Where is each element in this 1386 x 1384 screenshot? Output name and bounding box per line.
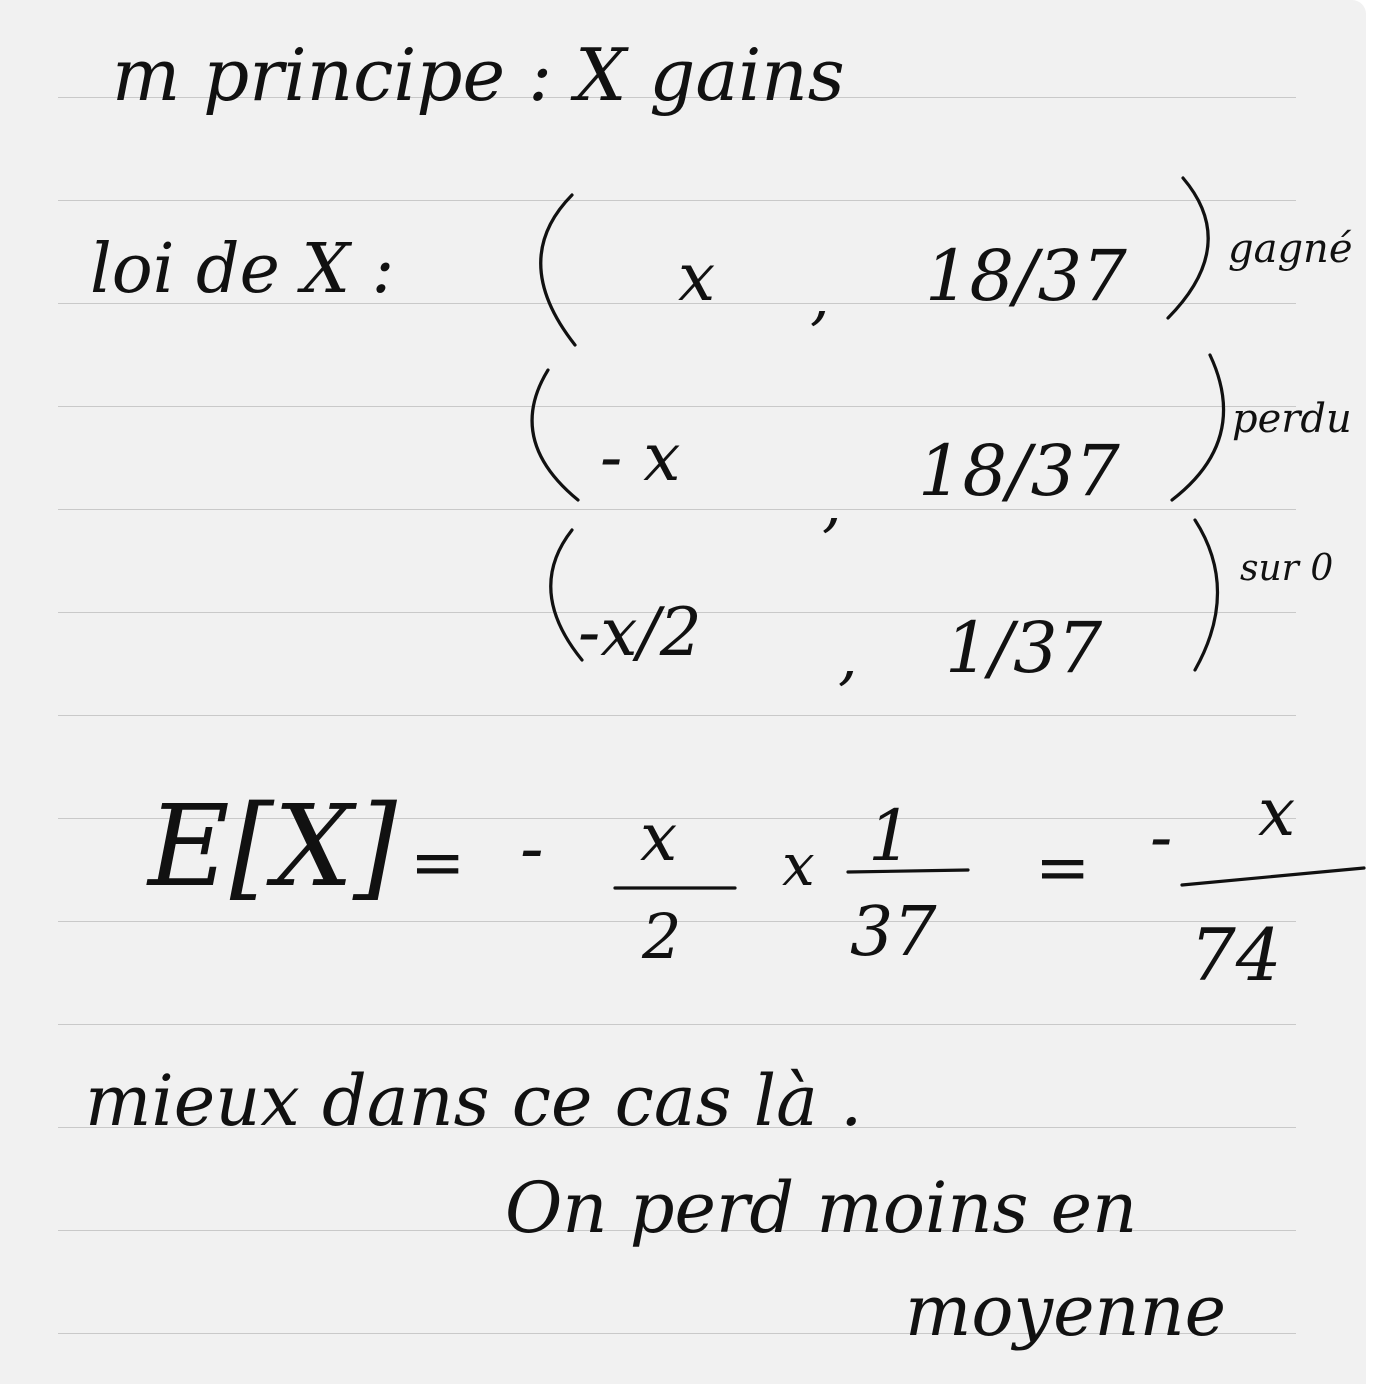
- law-label: loi de X :: [90, 230, 395, 309]
- equals-sign: =: [1035, 829, 1091, 906]
- heading-text: m principe : X gains: [112, 33, 845, 117]
- minus-sign: -: [1150, 799, 1173, 876]
- fraction-denominator: 2: [642, 900, 682, 973]
- right-paren: [1168, 178, 1208, 318]
- fraction-numerator: x: [1258, 774, 1296, 851]
- law-row-value: - x: [600, 419, 681, 496]
- fraction-bar: [848, 870, 968, 872]
- conclusion-line: mieux dans ce cas là .: [85, 1060, 863, 1142]
- law-row-probability: 1/37: [945, 607, 1103, 689]
- left-paren: [541, 195, 575, 345]
- law-row-outcome: sur 0: [1240, 548, 1334, 589]
- times-sign: x: [782, 831, 815, 899]
- fraction-denominator: 74: [1190, 913, 1282, 997]
- equals-sign: =: [410, 824, 466, 901]
- svg-text:,: ,: [810, 260, 830, 333]
- fraction-numerator: 1: [868, 795, 913, 877]
- svg-text:,: ,: [838, 620, 858, 693]
- fraction-bar: [1182, 868, 1364, 885]
- fraction-denominator: 37: [850, 893, 937, 972]
- expectation-lhs: E[X]: [148, 782, 397, 912]
- conclusion-line: On perd moins en: [505, 1167, 1138, 1249]
- minus-sign: -: [520, 807, 544, 889]
- right-paren: [1172, 355, 1224, 500]
- law-row-outcome: gagné: [1228, 226, 1353, 272]
- law-row-outcome: perdu: [1232, 396, 1352, 442]
- conclusion-line: moyenne: [905, 1270, 1227, 1352]
- law-row-value: x: [678, 239, 716, 316]
- svg-text:,: ,: [822, 467, 842, 540]
- law-row-probability: 18/37: [925, 235, 1127, 317]
- right-paren: [1195, 520, 1218, 670]
- law-row-value: -x/2: [578, 594, 702, 671]
- law-row-probability: 18/37: [918, 430, 1120, 512]
- fraction-numerator: x: [640, 799, 678, 876]
- left-paren: [532, 370, 578, 500]
